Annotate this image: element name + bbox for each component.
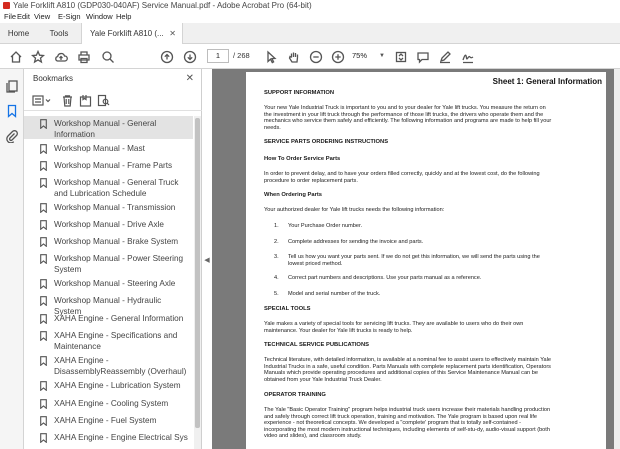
- menu-esign[interactable]: E-Sign: [58, 12, 81, 21]
- bookmark-icon: [40, 279, 47, 289]
- bookmark-label: XAHA Engine - Cooling System: [54, 399, 169, 408]
- bookmark-icon: [40, 314, 47, 324]
- paragraph-line: maintenance. Your dealer for Yale lift trucks is ready to help.: [264, 327, 413, 334]
- paragraph-line: Your new Yale Industrial Truck is important to you and to your dealer for Yale lift trucks. You measure the return on: [264, 105, 546, 111]
- bookmark-item[interactable]: [24, 396, 193, 414]
- bookmark-item[interactable]: [24, 276, 193, 294]
- star-icon[interactable]: [30, 49, 46, 65]
- paragraph-line: experience - not theoretical concepts. We developed a "complete' program that is totally self-contained -: [264, 420, 521, 426]
- bookmark-options-menu-icon[interactable]: [32, 94, 52, 107]
- bookmark-item[interactable]: [24, 413, 193, 431]
- bookmark-icon: [40, 254, 47, 264]
- bookmark-label: Workshop Manual - Brake System: [54, 237, 179, 246]
- sheet-title: Sheet 1: General Information: [492, 77, 602, 86]
- paragraph-line: mechanics who service them safely and efficiently. The following information and programs are made to help fill your: [264, 118, 552, 124]
- list-item: Complete addresses for sending the invoice and parts.: [288, 239, 424, 245]
- bookmark-label: Workshop Manual - Steering Axle: [54, 279, 176, 288]
- list-number: 3.: [274, 254, 279, 260]
- delete-bookmark-icon[interactable]: [61, 94, 74, 107]
- search-icon[interactable]: [100, 49, 116, 65]
- paragraph-line: incorporating the most modern instructional techniques, including elements of self-stu-dy, audio-visual support (both: [264, 426, 550, 433]
- paragraph-line: The Yale "Basic Operator Training" program helps industrial truck users increase their materials handling production: [264, 407, 551, 413]
- menu-view[interactable]: View: [34, 12, 51, 21]
- bookmark-item[interactable]: [24, 158, 193, 176]
- page-thumbnails-icon[interactable]: [5, 79, 19, 93]
- bookmark-label: Workshop Manual - Transmission: [54, 203, 176, 212]
- bookmark-label: XAHA Engine - Fuel System: [54, 416, 157, 425]
- technical-publications-heading: TECHNICAL SERVICE PUBLICATIONS: [264, 342, 369, 348]
- menu-bar: [0, 11, 620, 23]
- when-ordering-heading: When Ordering Parts: [264, 192, 322, 198]
- upload-cloud-icon[interactable]: [53, 49, 69, 65]
- close-tab-icon[interactable]: ✕: [169, 29, 176, 38]
- bookmark-label: Workshop Manual - Hydraulic System: [54, 296, 162, 316]
- bookmark-item[interactable]: [24, 328, 193, 353]
- list-item: lowest priced method.: [288, 260, 343, 267]
- bookmarks-toolbar: [24, 89, 202, 111]
- zoom-in-icon[interactable]: [330, 49, 346, 65]
- comment-icon[interactable]: [415, 49, 431, 65]
- bookmark-label: XAHA Engine - Lubrication System: [54, 381, 181, 390]
- paragraph-line: video and slides), and classroom study.: [264, 433, 362, 439]
- service-parts-heading: SERVICE PARTS ORDERING INSTRUCTIONS: [264, 139, 389, 145]
- paragraph-line: obtained from your Yale Industrial Truck Dealer.: [264, 376, 382, 383]
- bookmark-item[interactable]: [24, 141, 193, 159]
- navigation-rail: [0, 69, 24, 449]
- bookmark-icon: [40, 296, 47, 306]
- bookmark-label: Workshop Manual - General Information: [54, 119, 157, 139]
- paragraph-line: Yale makes a variety of special tools for servicing lift trucks. They are available to users who do their own: [264, 321, 524, 327]
- highlight-pen-icon[interactable]: [437, 49, 453, 65]
- bookmarks-list: [24, 116, 193, 449]
- paragraph-line: procedure to order replacement parts.: [264, 177, 358, 184]
- list-item: Correct part numbers and descriptions. Use your parts manual as a reference.: [288, 275, 482, 281]
- bookmark-item[interactable]: [24, 353, 193, 378]
- bookmark-item[interactable]: [24, 217, 193, 235]
- zoom-level-select[interactable]: [352, 49, 385, 63]
- bookmark-icon: [40, 331, 47, 341]
- bookmark-icon: [40, 203, 47, 213]
- bookmark-label: XAHA Engine - DisassemblyReassembly (Overhaul): [54, 356, 187, 376]
- find-bookmark-icon[interactable]: [97, 94, 110, 107]
- paragraph-line: Technical literature, with detailed information, is available at a nominal fee to assist users to effectively maintain Yale: [264, 357, 551, 363]
- select-cursor-icon[interactable]: [263, 49, 279, 65]
- bookmark-item[interactable]: [24, 378, 193, 396]
- zoom-level-value: 75%: [352, 51, 368, 60]
- scrollbar-thumb[interactable]: [195, 118, 200, 428]
- bookmark-icon: [40, 237, 47, 247]
- tab-bar: [0, 23, 620, 44]
- next-page-icon[interactable]: [182, 49, 198, 65]
- sign-icon[interactable]: [460, 49, 476, 65]
- bookmark-item[interactable]: [24, 116, 193, 139]
- list-number: 5.: [274, 291, 279, 297]
- bookmark-label: Workshop Manual - Frame Parts: [54, 161, 173, 170]
- bookmark-item[interactable]: [24, 311, 193, 329]
- bookmark-icon: [40, 399, 47, 409]
- menu-window[interactable]: Window: [86, 12, 113, 21]
- paragraph-line: needs.: [264, 124, 281, 131]
- title-bar: [0, 0, 620, 11]
- collapse-panel-handle-icon[interactable]: ◀: [204, 257, 210, 264]
- paragraph-line: In order to prevent delay, and to have your orders filled correctly, quickly and at the lowest cost, do the following: [264, 171, 540, 177]
- special-tools-heading: SPECIAL TOOLS: [264, 306, 311, 312]
- bookmark-label: XAHA Engine - Engine Electrical Sys: [54, 433, 188, 442]
- tab-home[interactable]: Home: [7, 29, 30, 38]
- menu-help[interactable]: Help: [116, 12, 132, 21]
- window-title: Yale Forklift A810 (GDP030-040AF) Service Manual.pdf - Adobe Acrobat Pro (64-bit): [13, 1, 312, 10]
- menu-edit[interactable]: Edit: [17, 12, 30, 21]
- tab-document-label: Yale Forklift A810 (...: [90, 29, 164, 38]
- tab-tools[interactable]: Tools: [49, 29, 69, 38]
- bookmark-item[interactable]: [24, 293, 193, 316]
- new-bookmark-icon[interactable]: [79, 94, 92, 107]
- paragraph-line: Your authorized dealer for Yale lift trucks needs the following information:: [264, 207, 445, 213]
- support-heading: SUPPORT INFORMATION: [264, 90, 335, 96]
- bookmark-icon: [40, 144, 47, 154]
- bookmark-icon: [40, 220, 47, 230]
- paragraph-line: the investment in your lift truck through the performance of those lift trucks, the drivers who operate them and the: [264, 111, 544, 118]
- list-number: 2.: [274, 239, 279, 245]
- list-item: Model and serial number of the truck.: [288, 291, 381, 297]
- bookmark-label: XAHA Engine - General Information: [54, 314, 184, 323]
- bookmark-icon: [40, 161, 47, 171]
- bookmark-label: Workshop Manual - General Truck and Lubrication Schedule: [54, 178, 179, 198]
- hand-tool-icon[interactable]: [286, 49, 302, 65]
- bookmark-item[interactable]: [24, 175, 193, 200]
- bookmark-icon: [40, 416, 47, 426]
- previous-page-icon[interactable]: [159, 49, 175, 65]
- bookmark-icon: [40, 119, 47, 129]
- bookmarks-panel: [24, 69, 202, 449]
- bookmark-item[interactable]: [24, 430, 193, 449]
- bookmarks-header: [24, 69, 202, 89]
- bookmark-label: Workshop Manual - Power Steering System: [54, 254, 184, 274]
- list-number: 1.: [274, 223, 279, 229]
- chevron-down-icon: ▼: [379, 53, 385, 59]
- bookmark-label: Workshop Manual - Drive Axle: [54, 220, 164, 229]
- close-panel-icon[interactable]: ✕: [185, 73, 194, 84]
- menu-file[interactable]: File: [4, 12, 17, 21]
- zoom-out-icon[interactable]: [308, 49, 324, 65]
- list-number: 4.: [274, 275, 279, 281]
- pdf-page: [246, 72, 606, 449]
- paragraph-line: and safely through correct lift truck operation, training and motivation. The Yale program is based upon real life: [264, 413, 538, 420]
- bookmark-item[interactable]: [24, 251, 193, 276]
- bookmarks-title: Bookmarks: [33, 74, 74, 83]
- bookmarks-scrollbar[interactable]: [194, 116, 201, 449]
- page-total: / 268: [233, 51, 250, 60]
- home-icon[interactable]: [8, 49, 24, 65]
- list-item: Your Purchase Order number.: [288, 223, 363, 229]
- fit-page-icon[interactable]: [393, 49, 409, 65]
- list-item: Tell us how you want your parts sent. If we do not get this information, we will send the parts using the: [288, 254, 540, 260]
- toolbar: [0, 44, 620, 69]
- attachments-icon[interactable]: [5, 129, 19, 143]
- operator-training-heading: OPERATOR TRAINING: [264, 392, 326, 398]
- acrobat-logo-icon: [3, 2, 10, 9]
- bookmark-panel-icon[interactable]: [5, 104, 19, 118]
- bookmark-icon: [40, 356, 47, 366]
- paragraph-line: Manuals which provide operating procedures and additional copies of this Service Maintenance Manual can be: [264, 370, 538, 376]
- document-scrollbar[interactable]: [614, 69, 620, 449]
- document-viewer: [212, 69, 620, 449]
- how-to-order-heading: How To Order Service Parts: [264, 156, 341, 162]
- bookmark-label: XAHA Engine - Specifications and Maintenance: [54, 331, 178, 351]
- bookmark-icon: [40, 433, 47, 443]
- bookmark-icon: [40, 178, 47, 188]
- bookmark-label: Workshop Manual - Mast: [54, 144, 145, 153]
- bookmark-icon: [40, 381, 47, 391]
- paragraph-line: Industrial Trucks in a safe, useful condition. Parts Manuals with complete replacement parts identification, Operators: [264, 363, 551, 370]
- print-icon[interactable]: [76, 49, 92, 65]
- bookmark-item[interactable]: [24, 200, 193, 218]
- bookmark-item[interactable]: [24, 234, 193, 252]
- page-number-input[interactable]: 1: [207, 49, 229, 63]
- tab-document[interactable]: [81, 23, 183, 45]
